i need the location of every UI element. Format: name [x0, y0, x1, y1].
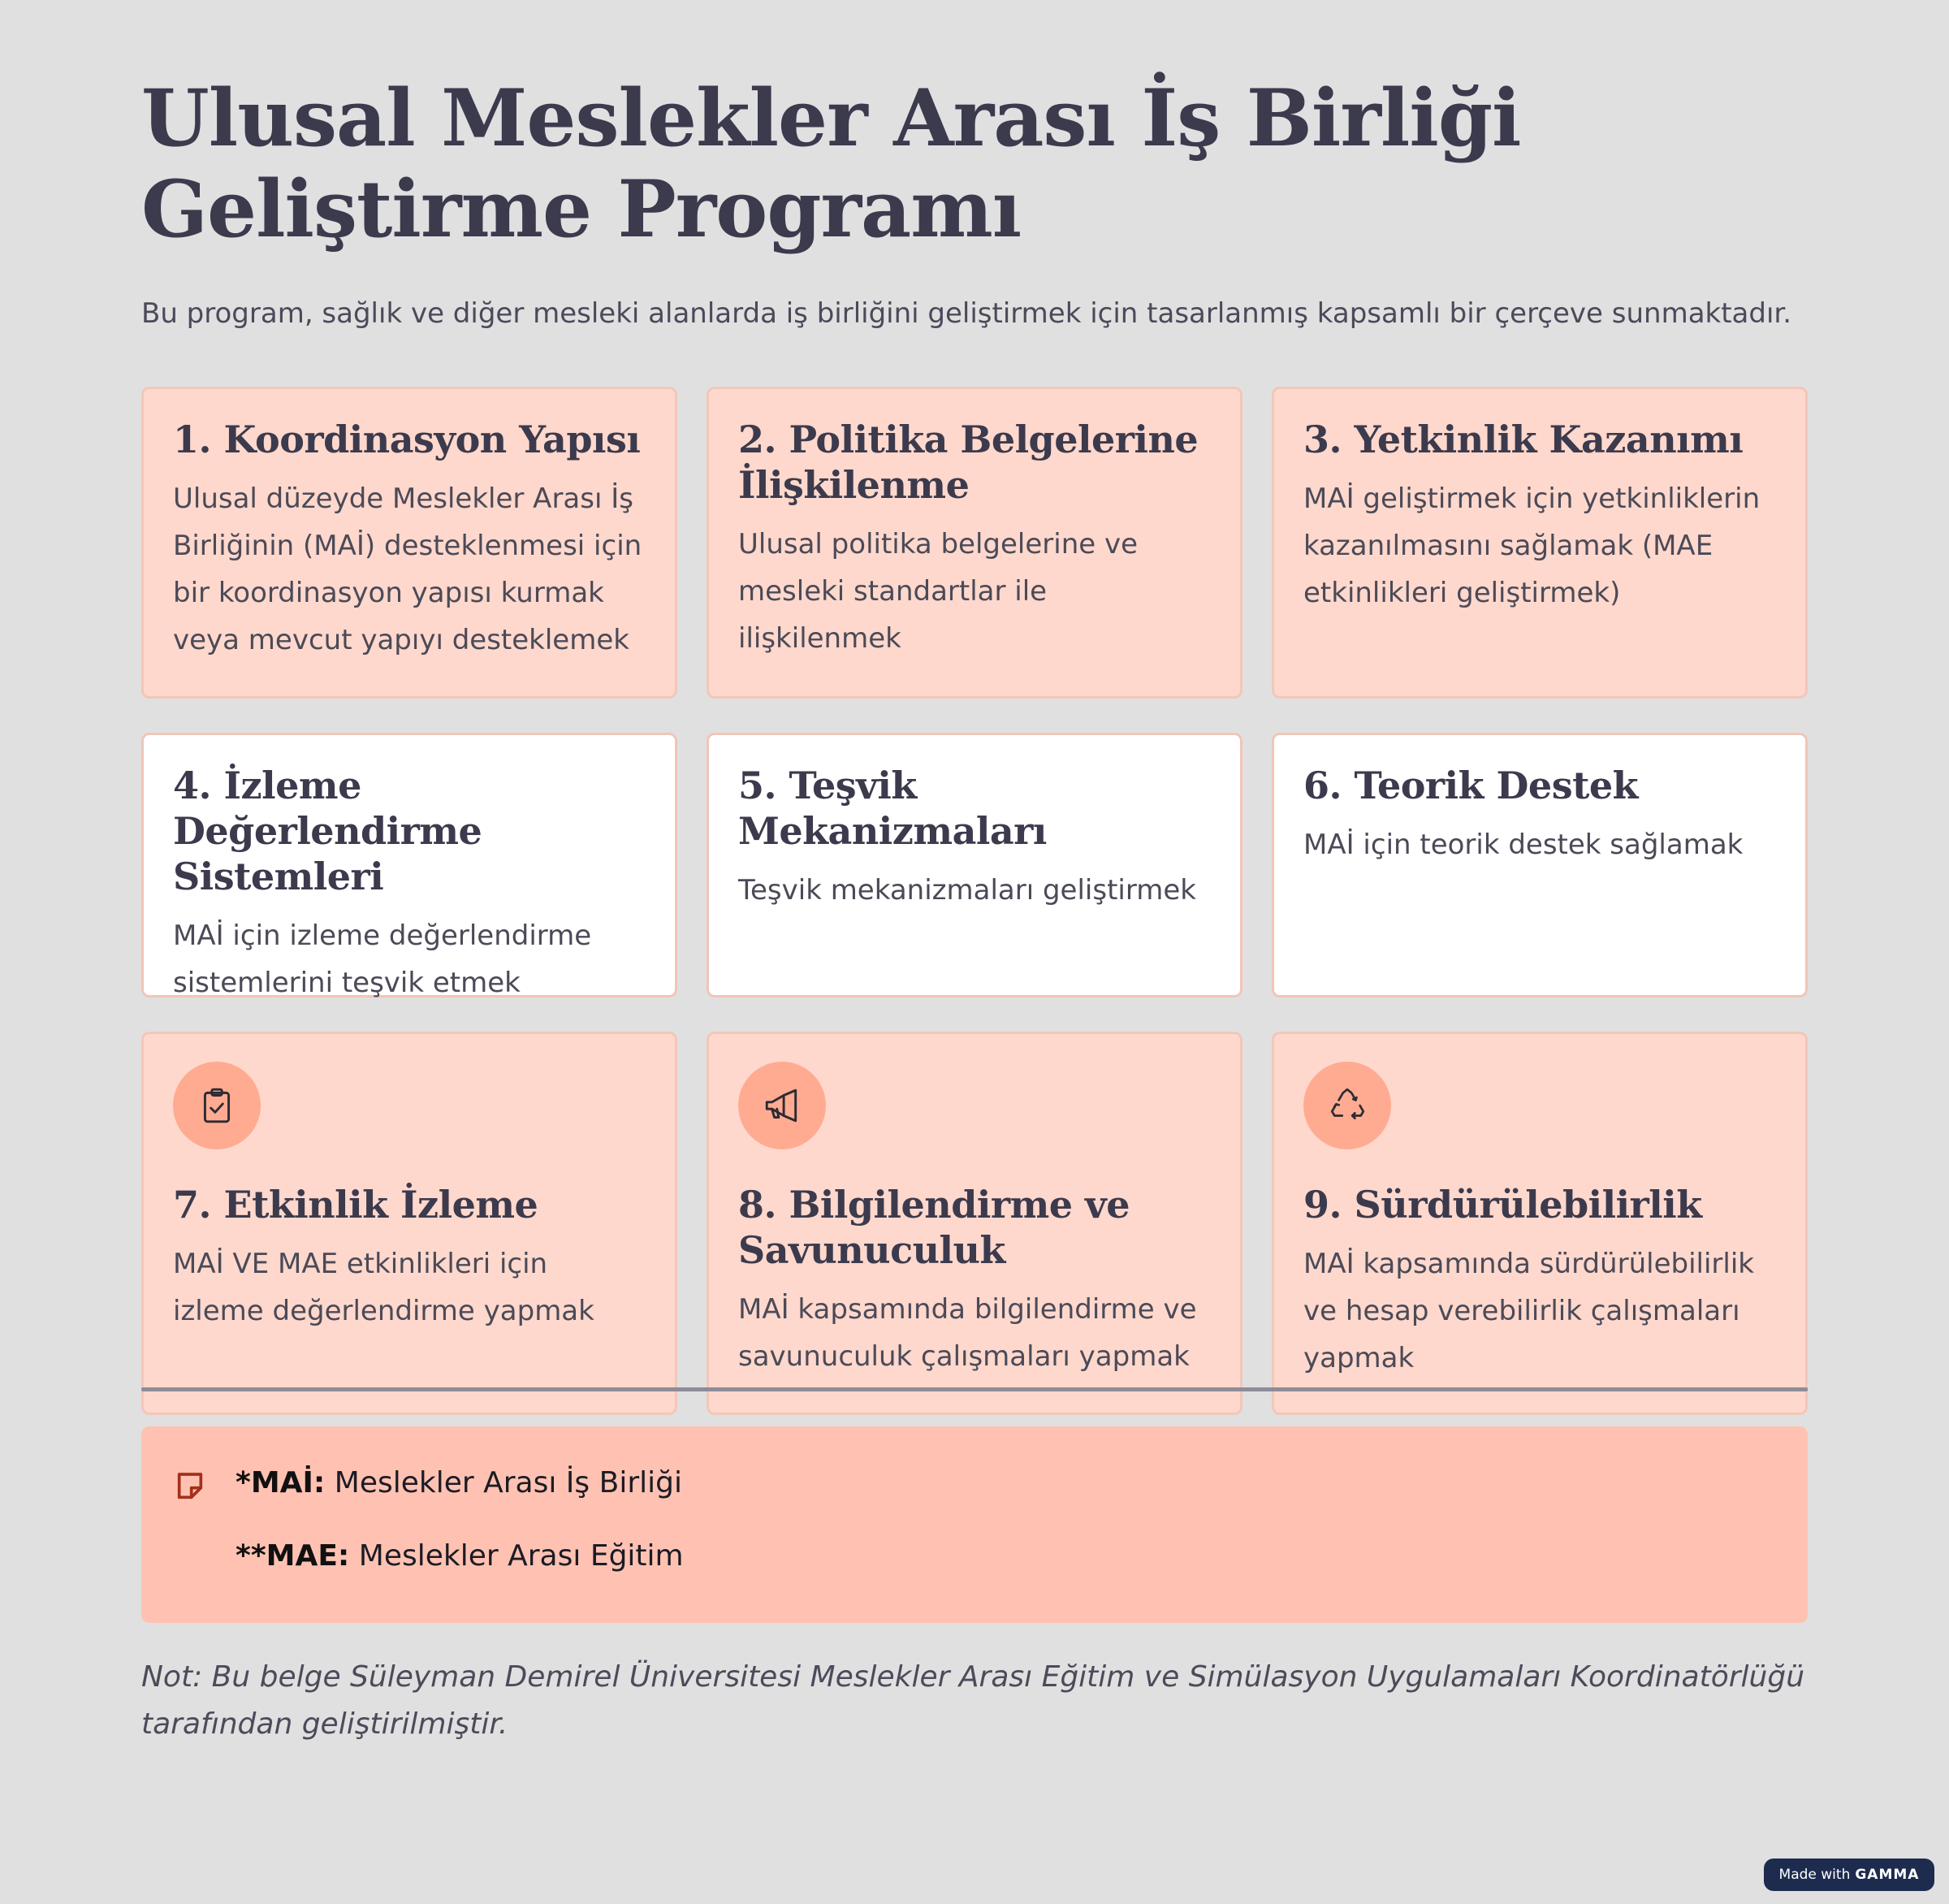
- made-with-gamma-badge[interactable]: [1764, 1859, 1934, 1891]
- card-text: MAİ kapsamında bilgilendirme ve savunuculuk çalışmaları yapmak: [738, 1293, 1197, 1373]
- card-title: 5. Teşvik Mekanizmaları: [738, 764, 1047, 853]
- megaphone-icon: [738, 1062, 826, 1149]
- card-etkinlik-izleme: [141, 1032, 677, 1415]
- abbreviation-note-box: [141, 1426, 1808, 1623]
- card-title: 8. Bilgilendirme ve Savunuculuk: [738, 1183, 1130, 1272]
- card-text: Ulusal politika belgelerine ve mesleki standartlar ile ilişkilenmek: [738, 528, 1139, 655]
- intro-text: Bu program, sağlık ve diğer mesleki alanlarda iş birliğini geliştirmek için tasarlanmış kapsamlı bir çerçeve sunmaktadır.: [141, 297, 1792, 330]
- card-politika: [707, 387, 1242, 699]
- note-mai: [236, 1464, 682, 1503]
- card-teorik-destek: [1272, 733, 1808, 997]
- clipboard-check-icon: [173, 1062, 261, 1149]
- card-text: MAİ VE MAE etkinlikleri için izleme değerlendirme yapmak: [173, 1248, 594, 1327]
- card-text: MAİ kapsamında sürdürülebilirlik ve hesap verebilirlik çalışmaları yapmak: [1303, 1248, 1754, 1374]
- section-divider: [141, 1387, 1808, 1391]
- card-title: 2. Politika Belgelerine İlişkilenme: [738, 418, 1199, 507]
- card-surdurulebilirlik: [1272, 1032, 1808, 1415]
- card-title: 3. Yetkinlik Kazanımı: [1303, 418, 1744, 461]
- badge-prefix: Made with: [1778, 1867, 1851, 1883]
- page-content: [141, 73, 1808, 333]
- card-izleme-degerlendirme: [141, 733, 677, 997]
- card-yetkinlik: [1272, 387, 1808, 699]
- note-definition: Meslekler Arası İş Birliği: [325, 1466, 682, 1499]
- card-text: MAİ için teorik destek sağlamak: [1303, 829, 1744, 861]
- note-term: **MAE:: [236, 1539, 350, 1573]
- note-mae: [236, 1537, 684, 1576]
- card-bilgilendirme: [707, 1032, 1242, 1415]
- card-text: Teşvik mekanizmaları geliştirmek: [738, 874, 1196, 907]
- card-text: MAİ için izleme değerlendirme sistemlerini teşvik etmek: [173, 920, 592, 999]
- card-title: 1. Koordinasyon Yapısı: [173, 418, 641, 461]
- page-title: Ulusal Meslekler Arası İş Birliği Geliştirme Programı: [141, 72, 1521, 255]
- card-title: 9. Sürdürülebilirlik: [1303, 1183, 1702, 1227]
- note-definition: Meslekler Arası Eğitim: [349, 1539, 684, 1573]
- card-title: 4. İzleme Değerlendirme Sistemleri: [173, 764, 482, 898]
- card-title: 7. Etkinlik İzleme: [173, 1183, 538, 1227]
- card-koordinasyon: [141, 387, 677, 699]
- card-text: Ulusal düzeyde Meslekler Arası İş Birliğinin (MAİ) desteklenmesi için bir koordinasyon yapısı kurmak veya mevcut yapıyı desteklemek: [173, 482, 642, 656]
- card-tesvik: [707, 733, 1242, 997]
- footer-note: Not: Bu belge Süleyman Demirel Üniversitesi Meslekler Arası Eğitim ve Simülasyon Uygulamaları Koordinatörlüğü tarafından geliştirilmiştir.: [141, 1660, 1805, 1741]
- gamma-logo: GAMMA: [1855, 1867, 1920, 1883]
- note-term: *MAİ:: [236, 1466, 326, 1499]
- card-title: 6. Teorik Destek: [1303, 764, 1638, 807]
- recycle-icon: [1303, 1062, 1391, 1149]
- sticky-note-icon: [174, 1470, 206, 1503]
- card-text: MAİ geliştirmek için yetkinliklerin kazanılmasını sağlamak (MAE etkinlikleri geliştirmek): [1303, 482, 1761, 609]
